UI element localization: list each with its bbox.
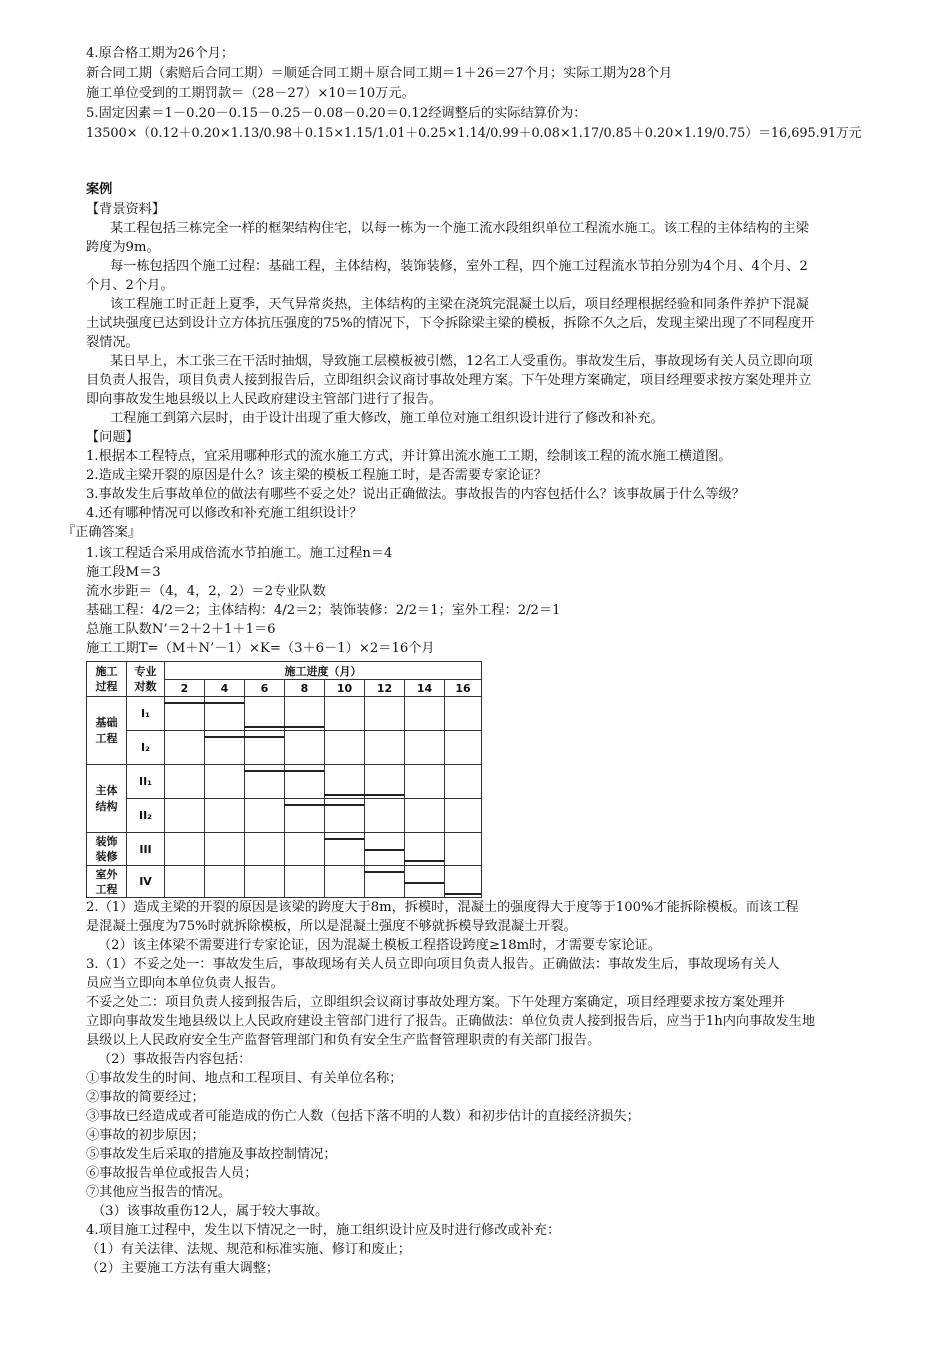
team-label: I₂ — [127, 731, 165, 765]
background-line: 裂情况。 — [86, 335, 139, 350]
background-line: 某日早上，木工张三在干活时抽烟，导致施工层模板被引燃，12名工人受重伤。事故发生后，事故现场有关人员立即向项 — [110, 354, 813, 369]
background-line: 即向事故发生地县级以上人民政府建设主管部门进行了报告。 — [86, 392, 443, 407]
background-line: 土试块强度已达到设计立方体抗压强度的75%的情况下，下令拆除梁主梁的模板，拆除不久之后，发现主梁出现了不同程度开 — [86, 316, 815, 331]
month-label: 6 — [245, 680, 285, 697]
answer-line: ⑥事故报告单位或报告人员； — [86, 1166, 258, 1181]
text-line: 5.固定因素＝1－0.20－0.15－0.25－0.08－0.20＝0.12经调整后的实际结算价为： — [86, 106, 587, 121]
questions-header: 【问题】 — [86, 430, 139, 445]
answer-line: 4.项目施工过程中，发生以下情况之一时，施工组织设计应及时进行修改或补充： — [86, 1223, 561, 1238]
header-progress: 施工进度（月） — [165, 662, 482, 680]
question-line: 1.根据本工程特点，宜采用哪种形式的流水施工方式，并计算出流水施工工期，绘制该工程的流水施工横道图。 — [86, 449, 732, 464]
gantt-bar — [284, 804, 364, 806]
answer-line: 县级以上人民政府安全生产监督管理部门和负有安全生产监督管理职责的有关部门报告。 — [86, 1033, 601, 1048]
answer-line: 员应当立即向本单位负责人报告。 — [86, 976, 284, 991]
background-line: 该工程施工时正赶上夏季，天气异常炎热，主体结构的主梁在浇筑完混凝土以后，项目经理根据经验和同条件养护下混凝 — [110, 297, 809, 312]
question-line: 2.造成主梁开裂的原因是什么？该主梁的模板工程施工时，是否需要专家论证？ — [86, 468, 547, 483]
gantt-bar — [204, 736, 284, 738]
gantt-bar — [404, 860, 444, 862]
text-line: 施工单位受到的工期罚款＝（28－27）×10＝10万元。 — [86, 86, 415, 101]
gantt-bar — [364, 849, 404, 851]
background-header: 【背景资料】 — [86, 202, 166, 217]
header-team-count: 专业对数 — [127, 662, 165, 697]
question-line: 3.事故发生后事故单位的做法有哪些不妥之处？说出正确做法。事故报告的内容包括什么？该事故属于什么等级？ — [86, 487, 745, 502]
answer-line: ①事故发生的时间、地点和工程项目、有关单位名称； — [86, 1071, 403, 1086]
answer-line: 施工段M＝3 — [86, 565, 161, 580]
answer-line: 是混凝土强度为75%时就拆除模板，所以是混凝土强度不够就拆模导致混凝土开裂。 — [86, 919, 577, 934]
answer-line: ④事故的初步原因； — [86, 1128, 205, 1143]
answer-line: （1）有关法律、法规、规范和标准实施、修订和废止； — [86, 1242, 411, 1257]
background-line: 每一栋包括四个施工过程：基础工程，主体结构，装饰装修，室外工程，四个施工过程流水节拍分别为4个月、4个月、2 — [110, 259, 808, 274]
answer-line: 不妥之处二：项目负责人接到报告后，立即组织会议商讨事故处理方案。下午处理方案确定，项目经理要求按方案处理并 — [86, 995, 785, 1010]
text-line: 4.原合格工期为26个月； — [86, 46, 235, 61]
process-outdoor: 室外工程 — [87, 866, 127, 898]
process-decoration: 装饰装修 — [87, 833, 127, 866]
process-foundation: 基础工程 — [87, 697, 127, 765]
answer-line: 3.（1）不妥之处一：事故发生后，事故现场有关人员立即向项目负责人报告。正确做法：事故发生后，事故现场有关人 — [86, 957, 780, 972]
answer-line: （2）事故报告内容包括： — [98, 1052, 252, 1067]
team-label: IV — [127, 866, 165, 898]
answer-line: 2.（1）造成主梁的开裂的原因是该梁的跨度大于8m，拆模时，混凝土的强度得大于度等于100%才能拆除模板。而该工程 — [86, 900, 799, 915]
case-title: 案例 — [86, 182, 113, 197]
background-line: 工程施工到第六层时，由于设计出现了重大修改，施工单位对施工组织设计进行了修改和补充。 — [110, 411, 664, 426]
answer-line: ⑤事故发生后采取的措施及事故控制情况； — [86, 1147, 337, 1162]
team-label: II₂ — [127, 799, 165, 833]
background-line: 某工程包括三栋完全一样的框架结构住宅，以每一栋为一个施工流水段组织单位工程流水施工。该工程的主体结构的主梁 — [110, 221, 809, 236]
answer-line: ③事故已经造成或者可能造成的伤亡人数（包括下落不明的人数）和初步估计的直接经济损失； — [86, 1109, 640, 1124]
gantt-bar — [364, 871, 404, 873]
month-label: 12 — [365, 680, 405, 697]
team-label: III — [127, 833, 165, 866]
background-line: 目负责人报告，项目负责人接到报告后，立即组织会议商讨事故处理方案。下午处理方案确定，项目经理要求按方案处理并立 — [86, 373, 812, 388]
answer-line: （2）主要施工方法有重大调整； — [86, 1261, 280, 1276]
team-label: I₁ — [127, 697, 165, 731]
month-label: 14 — [405, 680, 445, 697]
answer-line: 流水步距＝（4，4，2，2）＝2专业队数 — [86, 584, 326, 599]
month-label: 16 — [445, 680, 482, 697]
gantt-bar — [244, 770, 324, 772]
text-line: 13500×（0.12＋0.20×1.13/0.98＋0.15×1.15/1.01＋0.25×1.14/0.99＋0.08×1.17/0.85＋0.20×1.19/0.75）＝16,695.91万元 — [86, 126, 862, 141]
answer-line: 总施工队数N’＝2＋2＋1＋1＝6 — [86, 622, 276, 637]
background-line: 跨度为9m。 — [86, 240, 160, 255]
answer-line: （3）该事故重伤12人，属于较大事故。 — [92, 1204, 329, 1219]
month-label: 2 — [165, 680, 205, 697]
gantt-bar — [324, 838, 364, 840]
month-label: 4 — [205, 680, 245, 697]
answer-line: 施工工期T=（M＋N’－1）×K=（3＋6－1）×2＝16个月 — [86, 641, 435, 656]
gantt-bar — [244, 726, 324, 728]
background-line: 个月、2个月。 — [86, 278, 174, 293]
answer-line: 立即向事故发生地县级以上人民政府建设主管部门进行了报告。正确做法：单位负责人接到报告后，应当于1h内向事故发生地 — [86, 1014, 816, 1029]
team-label: II₁ — [127, 765, 165, 799]
header-process: 施工过程 — [87, 662, 127, 697]
gantt-bar — [324, 794, 404, 796]
answer-line: （2）该主体梁不需要进行专家论证，因为混凝土模板工程搭设跨度≥18m时，才需要专家论证。 — [98, 938, 662, 953]
gantt-bar — [404, 882, 444, 884]
question-line: 4.还有哪种情况可以修改和补充施工组织设计？ — [86, 506, 363, 521]
gantt-bar — [444, 893, 481, 895]
text-line: 新合同工期（索赔后合同工期）＝顺延合同工期＋原合同工期＝1＋26＝27个月；实际工期为28个月 — [86, 66, 673, 81]
gantt-bar — [164, 702, 244, 704]
answer-line: ⑦其他应当报告的情况。 — [86, 1185, 232, 1200]
answer-line: 基础工程：4/2＝2；主体结构：4/2＝2；装饰装修：2/2＝1；室外工程：2/2＝1 — [86, 603, 561, 618]
answer-header: 『正确答案』 — [62, 525, 142, 540]
month-label: 10 — [325, 680, 365, 697]
gantt-chart-table — [86, 661, 482, 898]
month-label: 8 — [285, 680, 325, 697]
answer-line: ②事故的简要经过； — [86, 1090, 205, 1105]
answer-line: 1.该工程适合采用成倍流水节拍施工。施工过程n＝4 — [86, 546, 393, 561]
process-main-structure: 主体结构 — [87, 765, 127, 833]
